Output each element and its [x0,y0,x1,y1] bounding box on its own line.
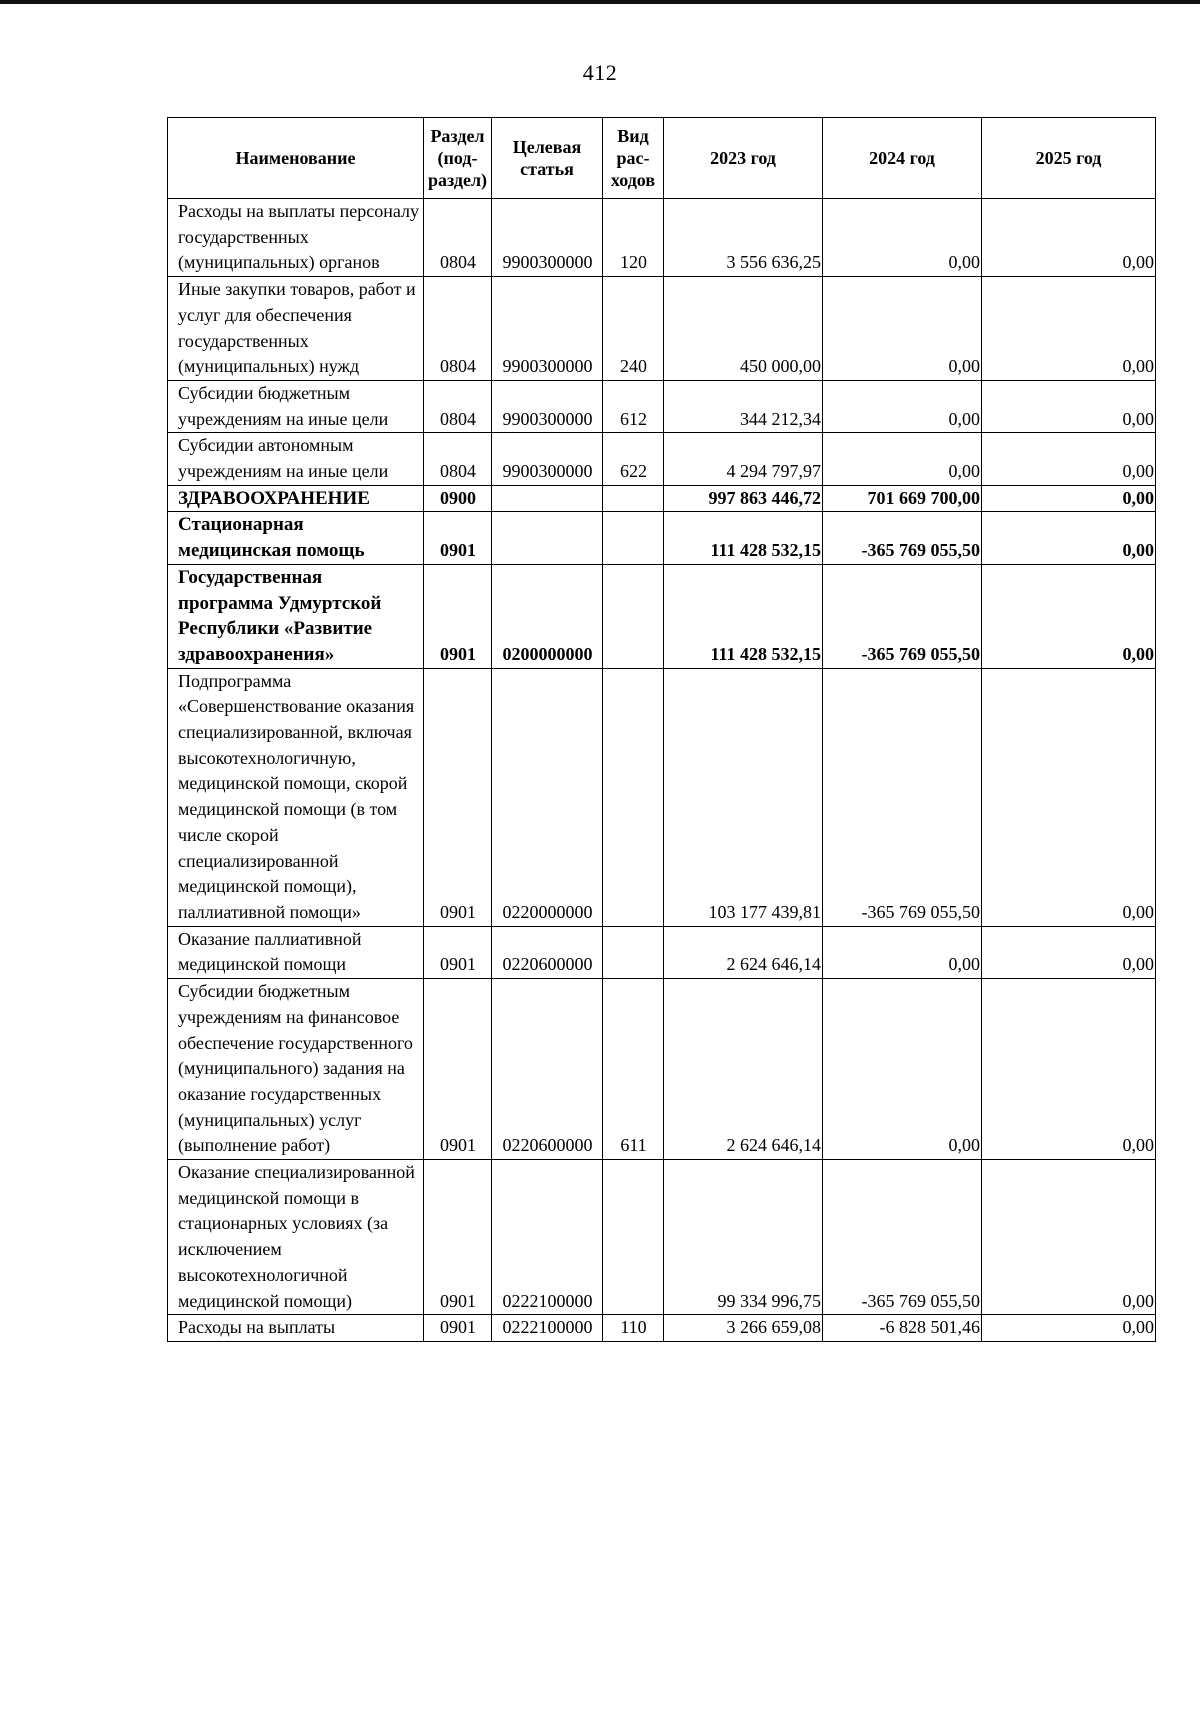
cell-section: 0804 [424,433,492,485]
cell-2023: 3 556 636,25 [664,199,823,277]
cell-target: 0222100000 [492,1315,603,1342]
cell-section: 0901 [424,512,492,564]
table-header-row [168,118,1156,199]
cell-section: 0901 [424,926,492,978]
cell-2024: 0,00 [823,380,982,432]
cell-name: Расходы на выплаты [168,1315,424,1342]
cell-2025: 0,00 [982,485,1156,512]
cell-2025: 0,00 [982,564,1156,668]
cell-2025: 0,00 [982,1315,1156,1342]
cell-2023: 2 624 646,14 [664,979,823,1160]
cell-2024: 701 669 700,00 [823,485,982,512]
header-type: Вид рас- ходов [603,118,664,199]
cell-2024: 0,00 [823,277,982,381]
cell-type [603,668,664,926]
cell-2023: 997 863 446,72 [664,485,823,512]
cell-type: 612 [603,380,664,432]
cell-section: 0900 [424,485,492,512]
cell-2024: -365 769 055,50 [823,668,982,926]
table-row [168,926,1156,978]
cell-2025: 0,00 [982,512,1156,564]
cell-name: Субсидии автономным учреждениям на иные цели [168,433,424,485]
cell-target: 0220600000 [492,979,603,1160]
budget-table [167,117,1156,1342]
header-section: Раздел (под- раздел) [424,118,492,199]
table-row [168,512,1156,564]
cell-target: 9900300000 [492,433,603,485]
cell-type [603,512,664,564]
cell-name: Субсидии бюджетным учреждениям на финансовое обеспечение государственного (муниципального) задания на оказание государственных (муниципальных) услуг (выполнение работ) [168,979,424,1160]
cell-type: 110 [603,1315,664,1342]
cell-section: 0901 [424,1160,492,1315]
cell-section: 0901 [424,979,492,1160]
cell-name: Подпрограмма «Совершенствование оказания специализированной, включая высокотехнологичную, медицинской помощи, скорой медицинской помощи (в том числе скорой специализированной медицинской помощи), паллиативной помощи» [168,668,424,926]
table-row [168,380,1156,432]
cell-type [603,564,664,668]
header-2023: 2023 год [664,118,823,199]
cell-section: 0804 [424,380,492,432]
cell-section: 0901 [424,1315,492,1342]
table-row [168,277,1156,381]
cell-2024: -365 769 055,50 [823,564,982,668]
cell-type [603,926,664,978]
top-border-line [0,0,1200,4]
cell-name: Государственная программа Удмуртской Республики «Развитие здравоохранения» [168,564,424,668]
cell-2025: 0,00 [982,926,1156,978]
cell-section: 0901 [424,668,492,926]
table-row [168,199,1156,277]
cell-target [492,512,603,564]
header-2024: 2024 год [823,118,982,199]
cell-name: Расходы на выплаты персоналу государственных (муниципальных) органов [168,199,424,277]
cell-target: 0200000000 [492,564,603,668]
cell-target: 0222100000 [492,1160,603,1315]
cell-2023: 344 212,34 [664,380,823,432]
cell-2024: 0,00 [823,979,982,1160]
cell-2024: 0,00 [823,433,982,485]
cell-2023: 450 000,00 [664,277,823,381]
cell-type: 120 [603,199,664,277]
cell-2024: -365 769 055,50 [823,1160,982,1315]
table-row [168,1160,1156,1315]
cell-section: 0901 [424,564,492,668]
cell-2023: 99 334 996,75 [664,1160,823,1315]
cell-name: Субсидии бюджетным учреждениям на иные цели [168,380,424,432]
cell-2023: 111 428 532,15 [664,564,823,668]
cell-name: Иные закупки товаров, работ и услуг для обеспечения государственных (муниципальных) нужд [168,277,424,381]
cell-target: 9900300000 [492,199,603,277]
cell-section: 0804 [424,199,492,277]
table-row [168,979,1156,1160]
cell-target: 0220000000 [492,668,603,926]
cell-2025: 0,00 [982,668,1156,926]
cell-type [603,485,664,512]
table-row [168,1315,1156,1342]
cell-target: 0220600000 [492,926,603,978]
cell-section: 0804 [424,277,492,381]
table-row [168,564,1156,668]
cell-type [603,1160,664,1315]
table-row [168,485,1156,512]
cell-2025: 0,00 [982,380,1156,432]
cell-name: ЗДРАВООХРАНЕНИЕ [168,485,424,512]
cell-name: Оказание специализированной медицинской помощи в стационарных условиях (за исключением высокотехнологичной медицинской помощи) [168,1160,424,1315]
cell-2023: 111 428 532,15 [664,512,823,564]
cell-2025: 0,00 [982,433,1156,485]
cell-target: 9900300000 [492,380,603,432]
cell-2024: 0,00 [823,199,982,277]
cell-type: 611 [603,979,664,1160]
page-number: 412 [582,60,618,85]
cell-2023: 2 624 646,14 [664,926,823,978]
cell-2025: 0,00 [982,979,1156,1160]
cell-2025: 0,00 [982,277,1156,381]
header-target: Целевая статья [492,118,603,199]
cell-2025: 0,00 [982,199,1156,277]
cell-type: 240 [603,277,664,381]
table-row [168,668,1156,926]
cell-2024: -6 828 501,46 [823,1315,982,1342]
cell-name: Оказание паллиативной медицинской помощи [168,926,424,978]
cell-name: Стационарная медицинская помощь [168,512,424,564]
cell-2025: 0,00 [982,1160,1156,1315]
cell-target: 9900300000 [492,277,603,381]
cell-2024: -365 769 055,50 [823,512,982,564]
cell-2023: 3 266 659,08 [664,1315,823,1342]
cell-2023: 4 294 797,97 [664,433,823,485]
cell-target [492,485,603,512]
header-2025: 2025 год [982,118,1156,199]
cell-2024: 0,00 [823,926,982,978]
table-row [168,433,1156,485]
cell-2023: 103 177 439,81 [664,668,823,926]
cell-type: 622 [603,433,664,485]
header-name: Наименование [168,118,424,199]
